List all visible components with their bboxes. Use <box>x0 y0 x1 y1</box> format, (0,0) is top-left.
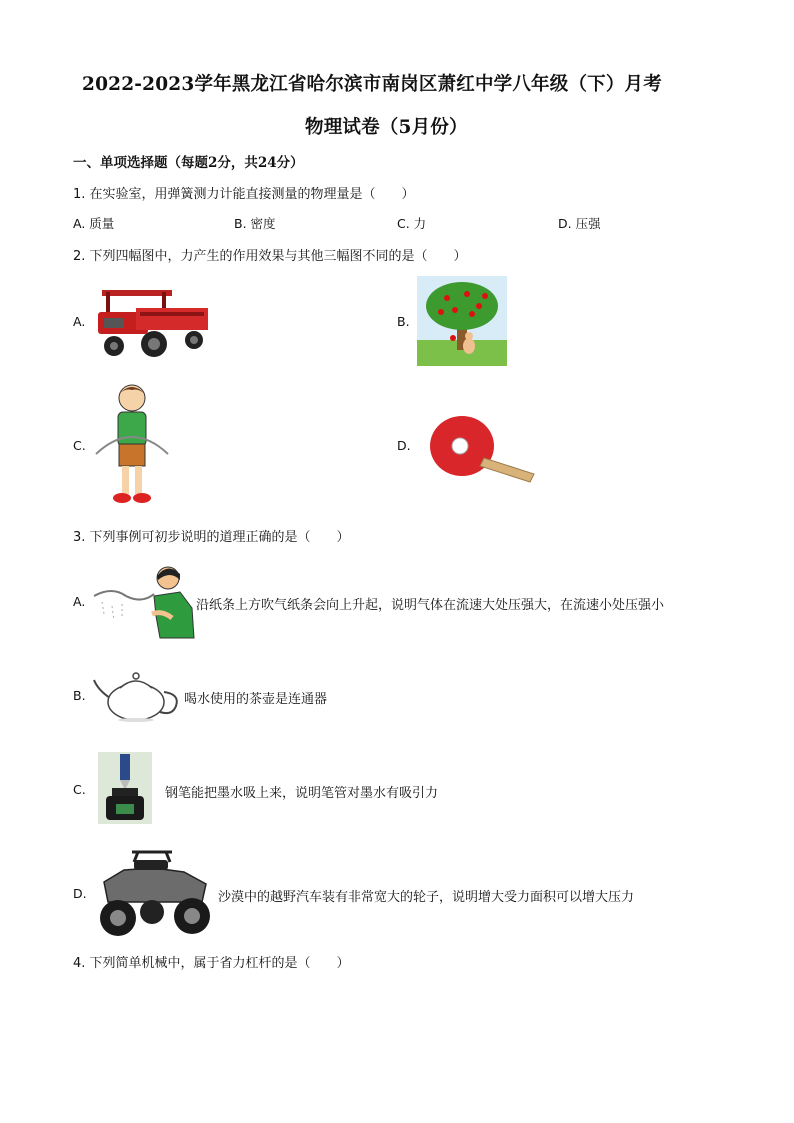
q3-label-c: C. <box>73 782 86 797</box>
q2-label-d: D. <box>397 438 411 453</box>
question-3-stem: 3. 下列事例可初步说明的道理正确的是（ ） <box>73 530 350 545</box>
q3-label-a: A. <box>73 594 86 609</box>
section-heading: 一、单项选择题（每题2分，共24分） <box>73 155 304 171</box>
q3-text-c: 钢笔能把墨水吸上来，说明笔管对墨水有吸引力 <box>165 786 439 801</box>
fountain-pen-ink-image <box>98 752 152 824</box>
boy-bending-rod-image <box>92 380 172 510</box>
apple-tree-image <box>417 276 507 366</box>
q1-option-a: A. 质量 <box>73 216 115 231</box>
q1-option-d: D. 压强 <box>558 216 601 231</box>
q2-label-c: C. <box>73 438 86 453</box>
q3-label-d: D. <box>73 886 87 901</box>
atv-offroad-image <box>94 842 216 940</box>
blowing-paper-image <box>92 562 196 642</box>
exam-title-line2: 物理试卷（5月份） <box>305 117 468 138</box>
tractor-image <box>96 278 212 360</box>
exam-title-line1: 2022-2023学年黑龙江省哈尔滨市南岗区萧红中学八年级（下）月考 <box>82 74 662 95</box>
question-2-stem: 2. 下列四幅图中，力产生的作用效果与其他三幅图不同的是（ ） <box>73 249 467 264</box>
ping-pong-paddle-image <box>428 412 538 484</box>
q2-label-a: A. <box>73 314 86 329</box>
q1-option-b: B. 密度 <box>234 216 276 231</box>
teapot-image <box>92 664 184 724</box>
q3-text-a: 沿纸条上方吹气纸条会向上升起，说明气体在流速大处压强大，在流速小处压强小 <box>196 598 665 613</box>
question-1-stem: 1. 在实验室，用弹簧测力计能直接测量的物理量是（ ） <box>73 187 415 202</box>
q3-text-d: 沙漠中的越野汽车装有非常宽大的轮子，说明增大受力面积可以增大压力 <box>218 890 635 905</box>
q3-text-b: 喝水使用的茶壶是连通器 <box>184 692 328 707</box>
q3-label-b: B. <box>73 688 86 703</box>
q1-option-c: C. 力 <box>397 216 427 231</box>
q2-label-b: B. <box>397 314 410 329</box>
question-4-stem: 4. 下列简单机械中，属于省力杠杆的是（ ） <box>73 956 350 971</box>
